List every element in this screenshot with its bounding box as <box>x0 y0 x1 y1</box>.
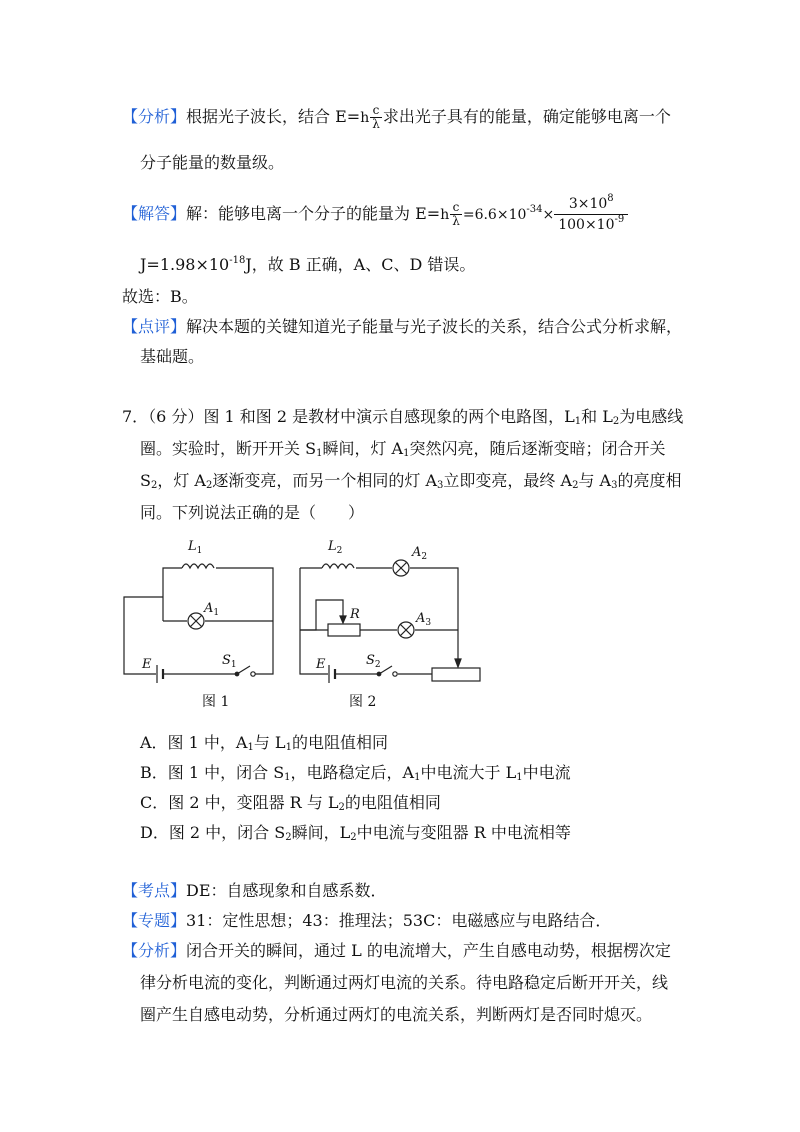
battery-fig1-icon <box>157 665 163 683</box>
comment-tag: 【点评】 <box>122 317 187 336</box>
fraction-numerator: c <box>370 104 382 118</box>
energy-fraction <box>554 194 628 235</box>
option-D <box>140 822 571 844</box>
inductor-L2-icon <box>322 564 356 572</box>
opt-text: 的电阻值相同 <box>291 733 388 752</box>
kaodian-tag: 【考点】 <box>122 881 187 900</box>
times-sign: × <box>542 207 555 223</box>
label-A1: $A_1$ <box>204 601 220 618</box>
label-E-fig2: E <box>316 657 326 672</box>
label-E-fig1: E <box>142 657 152 672</box>
opt-sub: 2 <box>350 832 357 843</box>
q-sub: 3 <box>437 480 444 491</box>
q-sub: 2 <box>612 416 620 427</box>
opt-text: 中电流与变阻器 R 中电流相等 <box>356 823 571 842</box>
opt-text: C．图 2 中，变阻器 R 与 L <box>140 793 339 812</box>
numerator-text: 3×10 <box>568 196 608 212</box>
opt-sub: 1 <box>284 772 291 783</box>
q-sub: 1 <box>316 448 323 459</box>
comment-line-2: 基础题。 <box>140 347 205 366</box>
lamp-A1-icon <box>188 613 204 629</box>
label-A2: $A_2$ <box>412 545 428 562</box>
switch-S1-icon <box>235 666 255 676</box>
q-text: 逐渐变亮，而另一个相同的灯 A <box>212 471 438 490</box>
solution-line-2 <box>140 254 475 276</box>
label-L2: $L_2$ <box>328 539 343 556</box>
label-R: R <box>350 607 360 622</box>
fig1-top-loop <box>163 568 273 597</box>
q-text: 为电感线 <box>619 407 684 426</box>
opt-sub: 1 <box>414 772 421 783</box>
question-line-2 <box>140 438 665 460</box>
planck-h: h <box>360 110 370 126</box>
opt-text: 与 L <box>253 733 286 752</box>
opt-sub: 1 <box>516 772 523 783</box>
result-exponent: -18 <box>229 255 246 266</box>
analysis-tag: 【分析】 <box>122 107 187 126</box>
planck-value: 6.6×10 <box>474 207 527 223</box>
result-conclusion: J，故 B 正确，A、C、D 错误。 <box>245 255 476 274</box>
label-S1: $S_1$ <box>222 653 237 670</box>
c-over-lambda-fraction <box>450 201 462 228</box>
lamp-A2-icon <box>393 560 409 576</box>
q-text: 瞬间，灯 A <box>322 439 404 458</box>
analysis-text: 求出光子具有的能量，确定能够电离一个 <box>382 107 671 126</box>
analysis2-line-1 <box>122 940 671 962</box>
q-text: 与 A <box>578 471 612 490</box>
opt-text: 的电阻值相同 <box>344 793 441 812</box>
q-text: 和 L <box>581 407 613 426</box>
planck-h: h <box>440 207 450 223</box>
q-sub: 2 <box>150 480 158 491</box>
opt-text: D．图 2 中，闭合 S <box>140 823 286 842</box>
option-C <box>140 792 441 814</box>
analysis2-line-2: 律分析电流的变化，判断通过两灯电流的关系。待电路稳定后断开开关，线 <box>140 973 669 992</box>
q-text: 立即变亮，最终 A <box>443 471 573 490</box>
analysis2-text: 闭合开关的瞬间，通过 L 的电流增大，产生自感电动势，根据楞次定 <box>186 941 671 960</box>
comment-text: 解决本题的关键知道光子能量与光子波长的关系，结合公式分析求解， <box>186 317 683 336</box>
analysis-line-1 <box>122 104 671 131</box>
opt-sub: 1 <box>285 742 292 753</box>
opt-sub: 2 <box>285 832 292 843</box>
opt-sub: 1 <box>247 742 254 753</box>
option-A <box>140 732 388 754</box>
denominator-text: 100×10 <box>558 217 615 233</box>
label-S2: $S_2$ <box>366 653 381 670</box>
fig1-right-wire <box>255 597 273 674</box>
analysis-text: 根据光子波长，结合 E= <box>186 107 361 126</box>
fig2-caption: 图 2 <box>349 694 377 710</box>
q-text: 7．（6 分）图 1 和图 2 是教材中演示自感现象的两个电路图，L <box>122 407 575 426</box>
zhuanti-line <box>122 910 611 932</box>
inductor-L1-icon <box>182 564 216 572</box>
analysis2-tag: 【分析】 <box>122 941 187 960</box>
solution-tag: 【解答】 <box>122 204 187 223</box>
q-text: ，灯 A <box>157 471 206 490</box>
fraction-denominator: λ <box>372 117 380 131</box>
q-text: 圈。实验时，断开开关 S <box>140 439 317 458</box>
numerator-exponent: 8 <box>607 193 614 204</box>
option-B <box>140 762 571 784</box>
opt-text: 中电流大于 L <box>420 763 517 782</box>
q-sub: 2 <box>572 480 579 491</box>
analysis-line-2: 分子能量的数量级。 <box>140 153 285 172</box>
rheostat-bottom-icon <box>432 659 480 681</box>
question-line-1 <box>122 406 683 428</box>
zhuanti-text: 31：定性思想；43：推理法；53C：电磁感应与电路结合． <box>186 911 612 930</box>
question-line-4: 同。下列说法正确的是（ ） <box>140 503 365 522</box>
label-A3: $A_3$ <box>416 611 432 628</box>
q-sub: 1 <box>574 416 582 427</box>
kaodian-text: DE：自感现象和自感系数． <box>186 881 387 900</box>
answer-line: 故选：B。 <box>122 287 198 306</box>
fraction-denominator: λ <box>452 214 460 228</box>
q-sub: 2 <box>206 480 213 491</box>
denominator-exponent: -9 <box>614 214 625 225</box>
fig1-caption: 图 1 <box>202 694 230 710</box>
solution-text: 解：能够电离一个分子的能量为 E= <box>186 204 441 223</box>
question-line-3 <box>140 470 681 492</box>
comment-line-1 <box>122 316 682 338</box>
result-value: J=1.98×10 <box>140 255 230 274</box>
zhuanti-tag: 【专题】 <box>122 911 187 930</box>
fraction-numerator <box>554 194 628 215</box>
fraction-numerator: c <box>450 201 462 215</box>
opt-text: 瞬间，L <box>291 823 351 842</box>
fraction-denominator <box>554 215 628 235</box>
q-sub: 1 <box>403 448 410 459</box>
q-text: 的亮度相 <box>617 471 682 490</box>
solution-line-1 <box>122 194 628 235</box>
kaodian-line <box>122 880 387 902</box>
opt-sub: 2 <box>338 802 345 813</box>
lamp-A3-icon <box>398 622 414 638</box>
label-L1: $L_1$ <box>188 539 203 556</box>
c-over-lambda-fraction <box>370 104 382 131</box>
opt-text: A．图 1 中，A <box>140 733 248 752</box>
circuit-figures <box>110 528 490 718</box>
q-sub: 3 <box>611 480 618 491</box>
analysis2-line-3: 圈产生自感电动势，分析通过两灯的电流关系，判断两灯是否同时熄灭。 <box>140 1005 653 1024</box>
opt-text: 中电流 <box>522 763 571 782</box>
q-text: S <box>140 471 151 490</box>
equals-sign: = <box>462 207 475 223</box>
planck-exponent: -34 <box>526 204 543 215</box>
q-text: 突然闪亮，随后逐渐变暗；闭合开关 <box>409 439 666 458</box>
opt-text: ，电路稳定后，A <box>290 763 415 782</box>
battery-fig2-icon <box>329 665 335 683</box>
opt-text: B．图 1 中，闭合 S <box>140 763 285 782</box>
